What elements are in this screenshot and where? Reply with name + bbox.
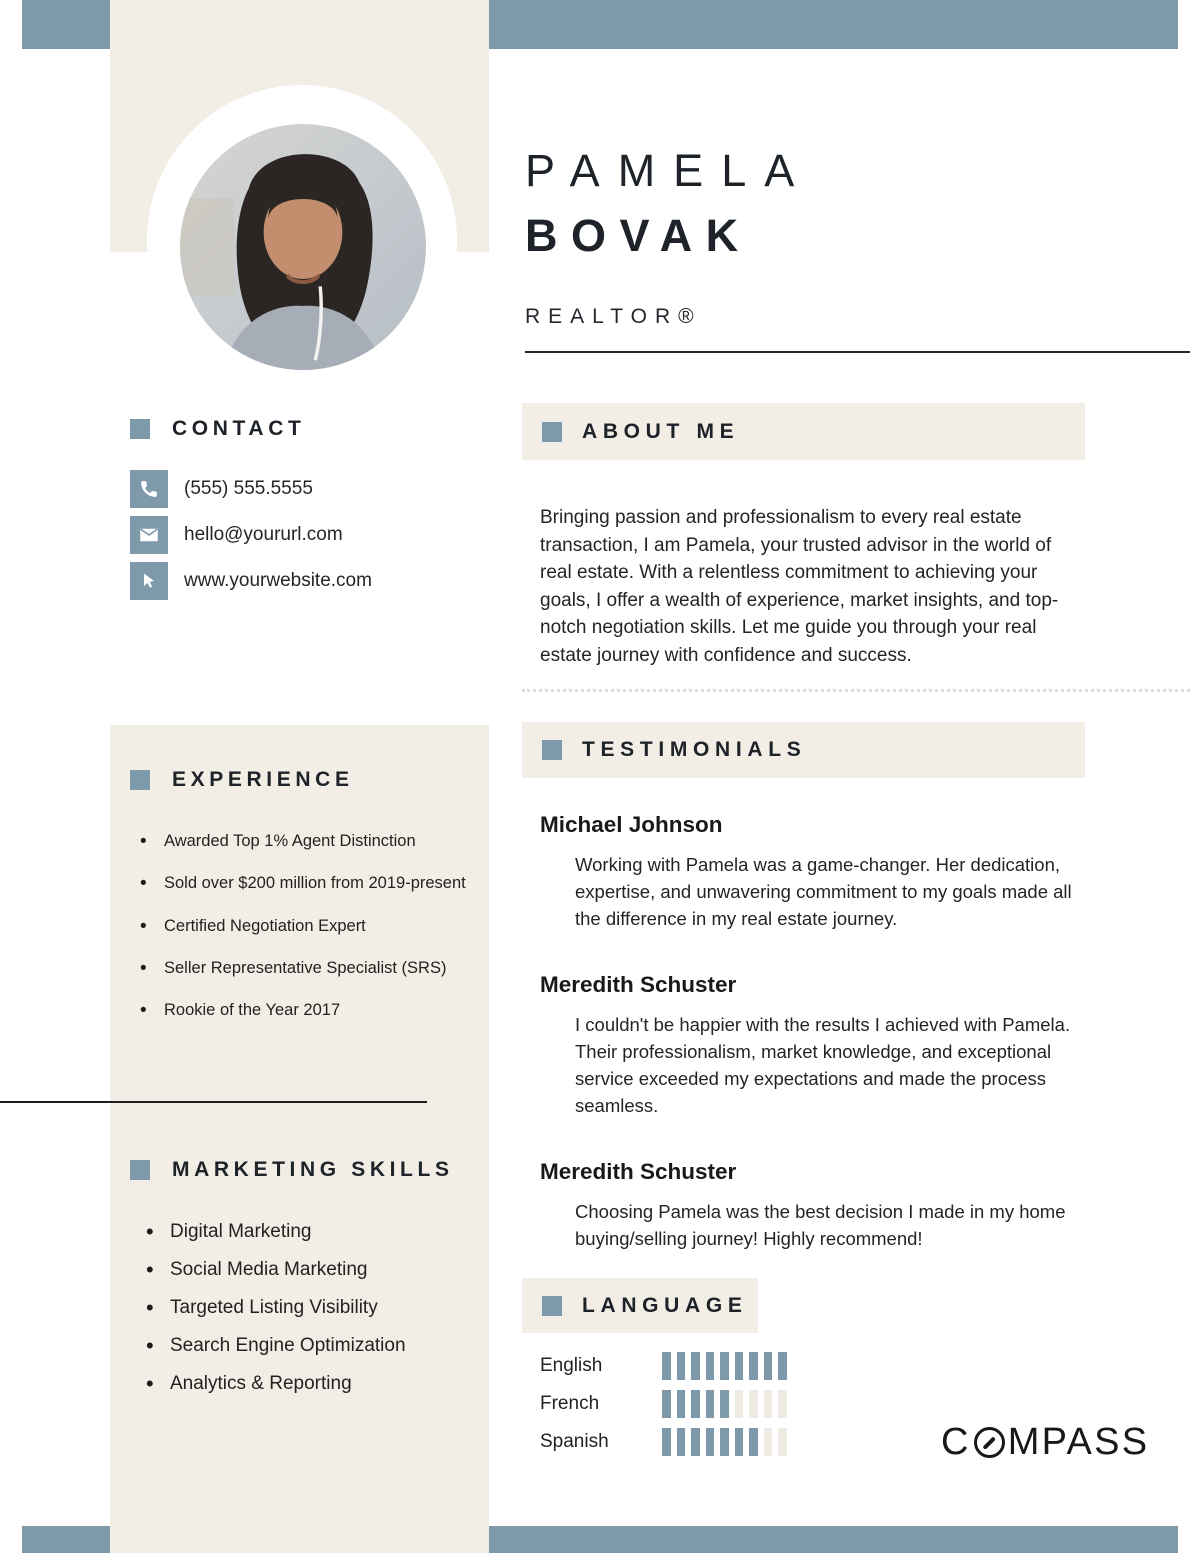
dotted-divider (522, 689, 1190, 692)
testimonial-entry (540, 1159, 1090, 1252)
about-me-paragraph: Bringing passion and professionalism to every real estate transaction, I am Pamela, your trusted advisor in the world of real estate. With a relentless commitment to achieving your goals, I offer a wealth of experience, market insights, and top-notch negotiation skills. Let me guide you through your real estate journey with confidence and success. (540, 507, 1059, 666)
language-heading: LANGUAGE (582, 1293, 748, 1317)
first-name: PAMELA (525, 145, 813, 196)
language-list (540, 1352, 787, 1466)
section-bullet-square (542, 422, 562, 442)
contact-heading: CONTACT (172, 417, 306, 440)
email-address: hello@yoururl.com (184, 524, 343, 545)
contact-row-website (130, 562, 372, 600)
bottom-accent-bar (489, 1526, 1178, 1553)
contact-row-email (130, 516, 372, 554)
contact-section-header (130, 417, 305, 441)
compass-logo-right: MPASS (1007, 1421, 1150, 1463)
section-bullet-square (130, 770, 150, 790)
left-horizontal-rule (0, 1101, 427, 1103)
marketing-skills-heading: MARKETING SKILLS (172, 1158, 454, 1181)
experience-item: • Sold over $200 million from 2019-present (134, 875, 484, 892)
marketing-skill-item: • Digital Marketing (140, 1222, 470, 1241)
about-me-heading: ABOUT ME (582, 419, 740, 443)
about-me-band (522, 403, 1085, 460)
top-left-accent-block (22, 0, 110, 49)
website-url: www.yourwebsite.com (184, 570, 372, 591)
name-underline-rule (525, 351, 1190, 353)
section-bullet-square (542, 1296, 562, 1316)
language-row (540, 1428, 787, 1456)
bottom-left-accent-block (22, 1526, 110, 1553)
cursor-icon (130, 562, 168, 600)
language-name: French (540, 1393, 600, 1414)
testimonial-author: Meredith Schuster (540, 1159, 737, 1184)
testimonials-list (540, 812, 1090, 1292)
experience-item: • Certified Negotiation Expert (134, 918, 484, 935)
language-level-bars (662, 1428, 787, 1456)
experience-heading: EXPERIENCE (172, 768, 354, 791)
experience-section-header (130, 768, 354, 792)
marketing-skill-item: • Targeted Listing Visibility (140, 1298, 470, 1317)
testimonial-quote: Working with Pamela was a game-changer. Her dedication, expertise, and unwavering commitment to my goals made all the difference in my real estate journey. (575, 854, 1072, 929)
testimonial-quote: Choosing Pamela was the best decision I made in my home buying/selling journey! Highly recommend! (575, 1201, 1066, 1249)
phone-number: (555) 555.5555 (184, 478, 313, 499)
section-bullet-square (130, 1160, 150, 1180)
testimonial-quote: I couldn't be happier with the results I achieved with Pamela. Their professionalism, market knowledge, and exceptional service exceeded my expectations and made the process seamless. (575, 1014, 1071, 1116)
language-name: English (540, 1355, 603, 1376)
compass-o-icon (974, 1427, 1005, 1458)
section-bullet-square (130, 419, 150, 439)
avatar-illustration (180, 124, 426, 370)
language-row (540, 1352, 787, 1380)
compass-logo-left: C (941, 1421, 971, 1463)
marketing-skill-item: • Analytics & Reporting (140, 1374, 470, 1393)
avatar (180, 124, 426, 370)
job-title: REALTOR® (525, 305, 702, 328)
testimonial-author: Michael Johnson (540, 812, 723, 837)
experience-list (134, 833, 484, 1045)
marketing-skills-list (140, 1222, 470, 1412)
testimonials-band (522, 722, 1085, 778)
phone-icon (130, 470, 168, 508)
contact-row-phone (130, 470, 372, 508)
testimonial-author: Meredith Schuster (540, 972, 737, 997)
marketing-skill-item: • Social Media Marketing (140, 1260, 470, 1279)
testimonial-entry (540, 972, 1090, 1119)
experience-item: • Seller Representative Specialist (SRS) (134, 960, 484, 977)
experience-item: • Awarded Top 1% Agent Distinction (134, 833, 484, 850)
testimonials-heading: TESTIMONIALS (582, 738, 807, 761)
name-block (525, 145, 813, 329)
compass-logo (941, 1421, 1149, 1464)
experience-item: • Rookie of the Year 2017 (134, 1002, 484, 1019)
marketing-skills-section-header (130, 1158, 454, 1182)
section-bullet-square (542, 740, 562, 760)
contact-list (130, 470, 372, 608)
language-level-bars (662, 1352, 787, 1380)
testimonial-entry (540, 812, 1090, 932)
language-band (522, 1278, 758, 1333)
email-icon (130, 516, 168, 554)
language-level-bars (662, 1390, 787, 1418)
last-name: BOVAK (525, 210, 752, 261)
language-name: Spanish (540, 1431, 609, 1452)
marketing-skill-item: • Search Engine Optimization (140, 1336, 470, 1355)
language-row (540, 1390, 787, 1418)
top-accent-bar (489, 0, 1178, 49)
